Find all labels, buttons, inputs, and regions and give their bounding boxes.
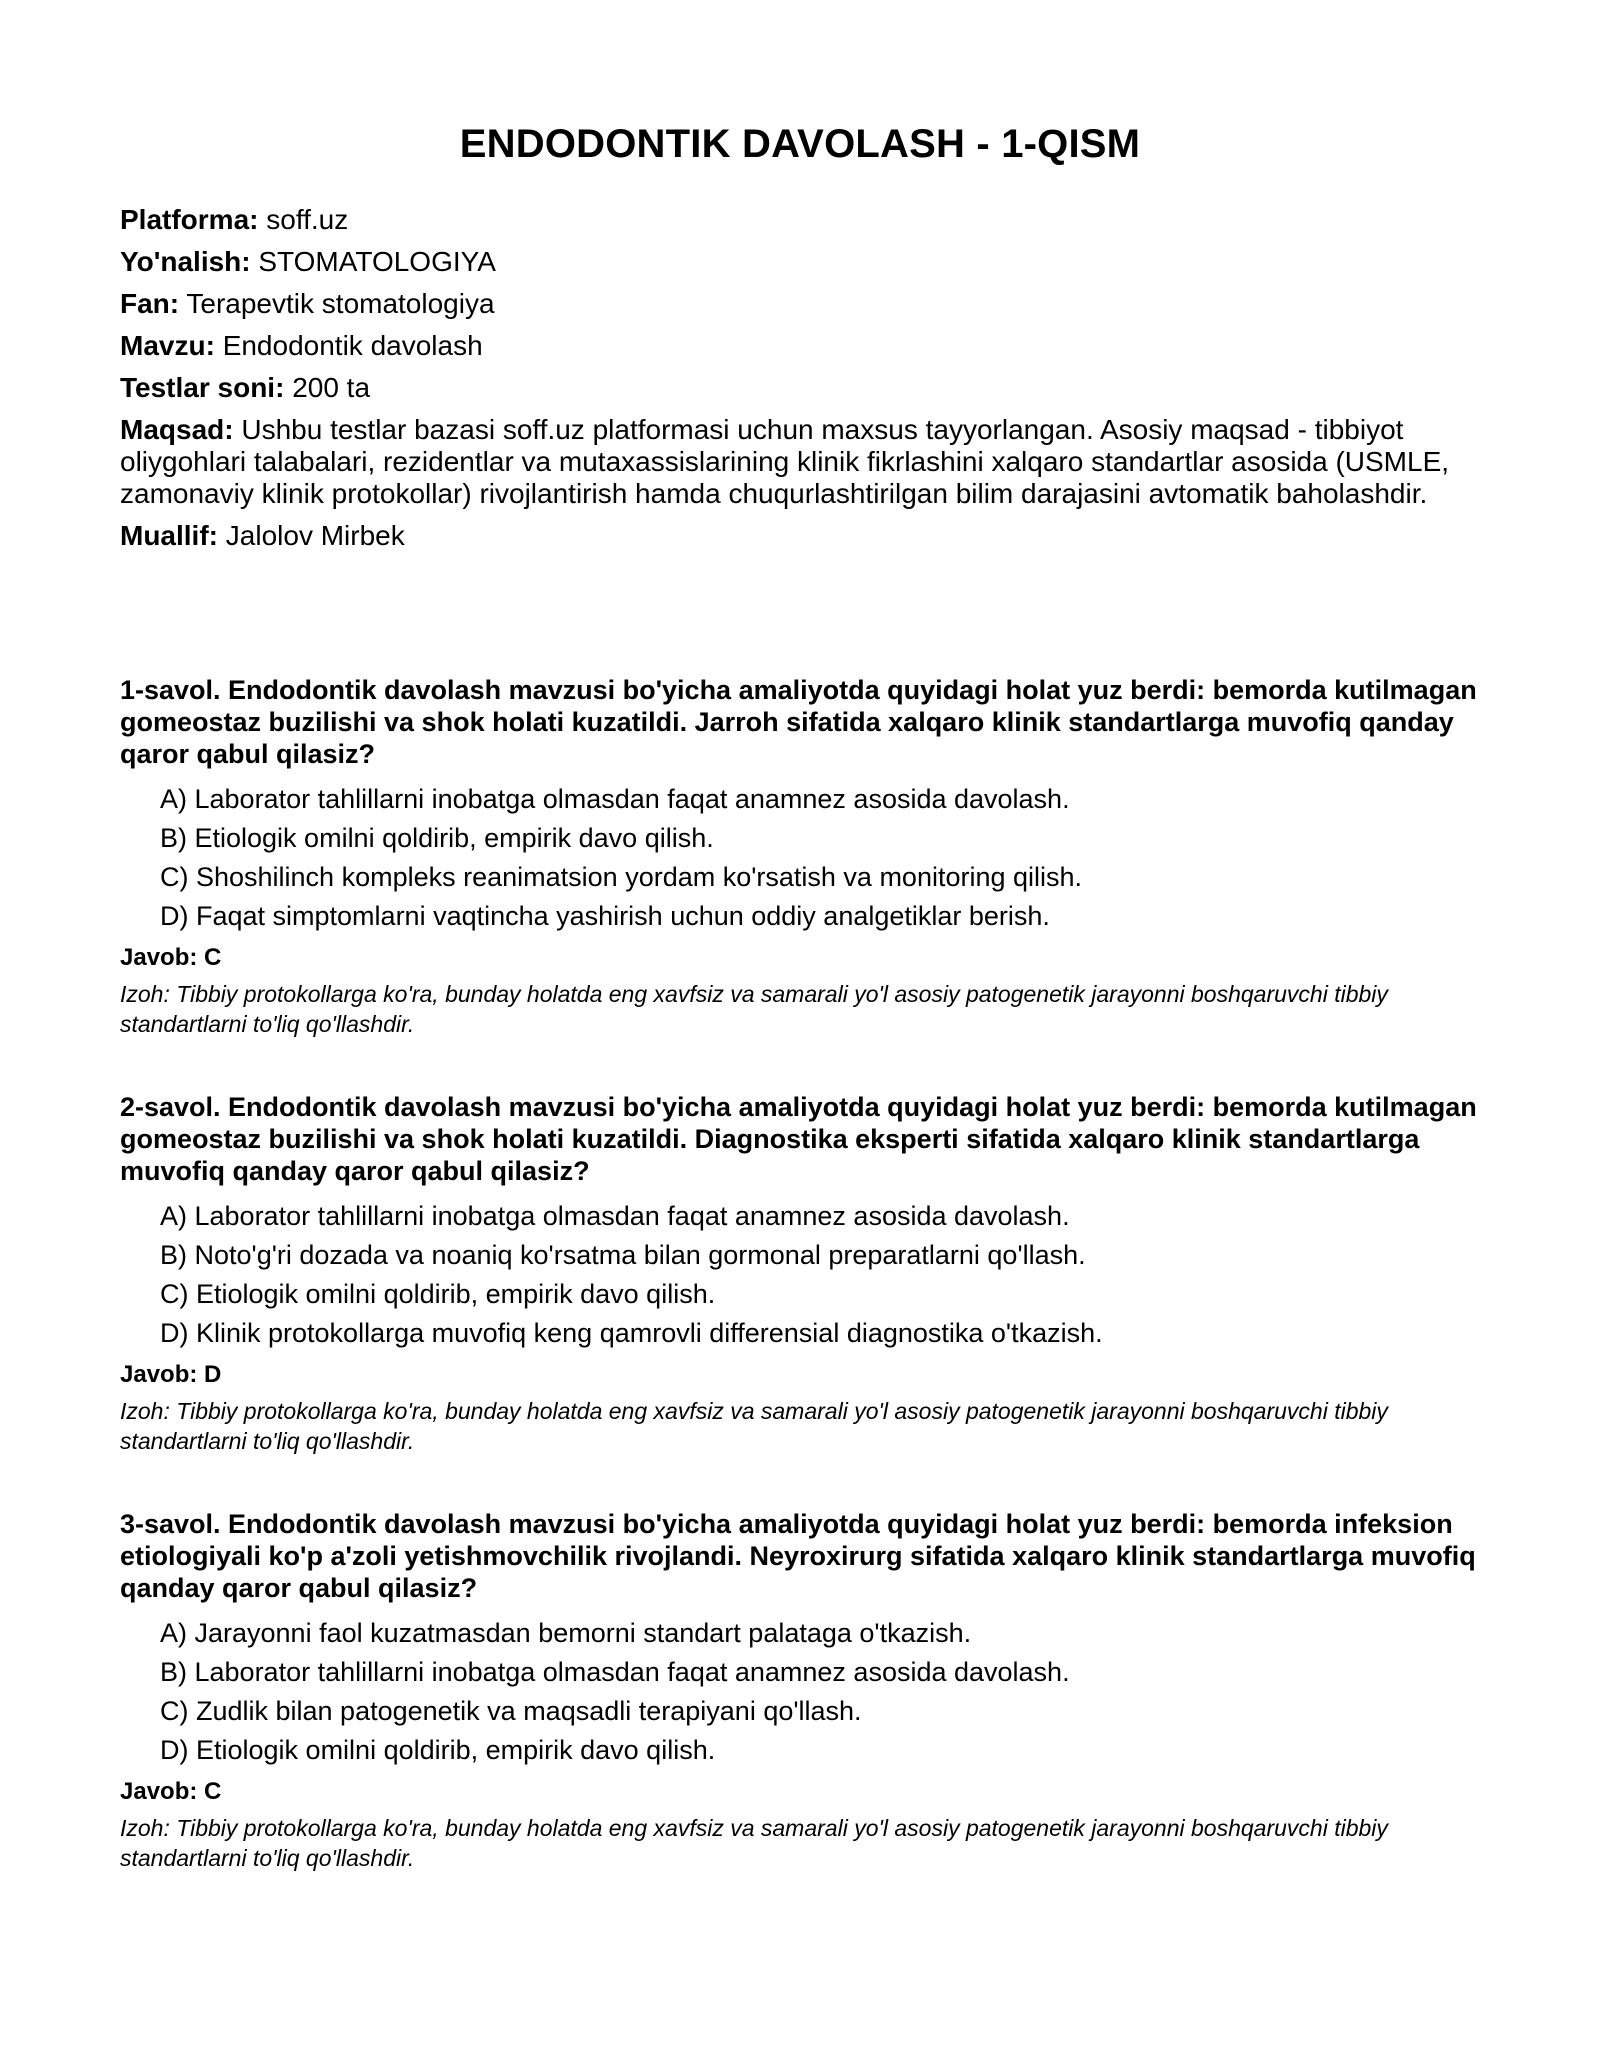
meta-author bbox=[120, 520, 1480, 552]
option-c: C) Shoshilinch kompleks reanimatsion yordam ko'rsatish va monitoring qilish. bbox=[160, 862, 1083, 892]
option-b: B) Laborator tahlillarni inobatga olmasdan faqat anamnez asosida davolash. bbox=[160, 1657, 1070, 1687]
option-d: D) Faqat simptomlarni vaqtincha yashirish uchun oddiy analgetiklar berish. bbox=[160, 901, 1050, 931]
explanation-note: Izoh: Tibbiy protokollarga ko'ra, bunday holatda eng xavfsiz va samarali yo'l asosiy patogenetik jarayonni boshqaruvchi tibbiy standartlarni to'liq qo'llashdir. bbox=[120, 1815, 1388, 1871]
question-text: 3-savol. Endodontik davolash mavzusi bo'yicha amaliyotda quyidagi holat yuz berdi: bemorda infeksion etiologiyali ko'p a'zoli yetishmovchilik rivojlandi. Neyroxirurg sifatida xalqaro klinik standartlarga muvofiq qanday qaror qabul qilasiz? bbox=[120, 1509, 1476, 1603]
option-a: A) Laborator tahlillarni inobatga olmasdan faqat anamnez asosida davolash. bbox=[160, 1201, 1070, 1231]
meta-value: Jalolov Mirbek bbox=[225, 520, 405, 551]
meta-label: Testlar soni: bbox=[120, 372, 285, 403]
explanation-note: Izoh: Tibbiy protokollarga ko'ra, bunday holatda eng xavfsiz va samarali yo'l asosiy patogenetik jarayonni boshqaruvchi tibbiy standartlarni to'liq qo'llashdir. bbox=[120, 1398, 1388, 1454]
questions-list bbox=[120, 674, 1480, 1925]
answer-label: Javob: C bbox=[120, 1778, 222, 1805]
option-c: C) Etiologik omilni qoldirib, empirik davo qilish. bbox=[160, 1279, 716, 1309]
question-2 bbox=[120, 1091, 1480, 1456]
meta-label: Muallif: bbox=[120, 520, 218, 551]
question-text: 2-savol. Endodontik davolash mavzusi bo'yicha amaliyotda quyidagi holat yuz berdi: bemorda kutilmagan gomeostaz buzilishi va shok holati kuzatildi. Diagnostika eksperti sifatida xalqaro klinik standartlarga muvofiq qanday qaror qabul qilasiz? bbox=[120, 1092, 1477, 1186]
option-c: C) Zudlik bilan patogenetik va maqsadli terapiyani qo'llash. bbox=[160, 1696, 862, 1726]
meta-subject bbox=[120, 288, 1480, 320]
meta-label: Platforma: bbox=[120, 204, 259, 235]
option-b: B) Noto'g'ri dozada va noaniq ko'rsatma bilan gormonal preparatlarni qo'llash. bbox=[160, 1240, 1086, 1270]
meta-value: soff.uz bbox=[266, 204, 349, 235]
option-a: A) Jarayonni faol kuzatmasdan bemorni standart palataga o'tkazish. bbox=[160, 1618, 972, 1648]
meta-value: Ushbu testlar bazasi soff.uz platformasi uchun maxsus tayyorlangan. Asosiy maqsad - tibbiyot oliygohlari talabalari, rezidentlar va mutaxassislarining klinik fikrlashini xalqaro standartlar asosida (USMLE, zamonaviy klinik protokollar) rivojlantirish hamda chuqurlashtirilgan bilim darajasini avtomatik baholashdir. bbox=[120, 414, 1450, 509]
meta-purpose bbox=[120, 414, 1480, 510]
answer-label: Javob: D bbox=[120, 1361, 222, 1388]
meta-label: Yo'nalish: bbox=[120, 246, 251, 277]
question-1 bbox=[120, 674, 1480, 1039]
meta-section bbox=[120, 204, 1480, 562]
question-text: 1-savol. Endodontik davolash mavzusi bo'yicha amaliyotda quyidagi holat yuz berdi: bemorda kutilmagan gomeostaz buzilishi va shok holati kuzatildi. Jarroh sifatida xalqaro klinik standartlarga muvofiq qanday qaror qabul qilasiz? bbox=[120, 675, 1477, 769]
meta-direction bbox=[120, 246, 1480, 278]
meta-value: Endodontik davolash bbox=[222, 330, 483, 361]
meta-value: 200 ta bbox=[292, 372, 371, 403]
explanation-note: Izoh: Tibbiy protokollarga ko'ra, bunday holatda eng xavfsiz va samarali yo'l asosiy patogenetik jarayonni boshqaruvchi tibbiy standartlarni to'liq qo'llashdir. bbox=[120, 981, 1388, 1037]
answer-label: Javob: C bbox=[120, 944, 222, 971]
option-a: A) Laborator tahlillarni inobatga olmasdan faqat anamnez asosida davolash. bbox=[160, 784, 1070, 814]
meta-platform bbox=[120, 204, 1480, 236]
meta-topic bbox=[120, 330, 1480, 362]
meta-label: Maqsad: bbox=[120, 414, 234, 445]
meta-label: Fan: bbox=[120, 288, 180, 319]
page-title: ENDODONTIK DAVOLASH - 1-QISM bbox=[459, 122, 1141, 166]
option-b: B) Etiologik omilni qoldirib, empirik davo qilish. bbox=[160, 823, 714, 853]
meta-value: Terapevtik stomatologiya bbox=[186, 288, 495, 319]
question-3 bbox=[120, 1508, 1480, 1873]
option-d: D) Klinik protokollarga muvofiq keng qamrovli differensial diagnostika o'tkazish. bbox=[160, 1318, 1103, 1348]
meta-test-count bbox=[120, 372, 1480, 404]
meta-value: STOMATOLOGIYA bbox=[258, 246, 496, 277]
meta-label: Mavzu: bbox=[120, 330, 215, 361]
option-d: D) Etiologik omilni qoldirib, empirik davo qilish. bbox=[160, 1735, 716, 1765]
